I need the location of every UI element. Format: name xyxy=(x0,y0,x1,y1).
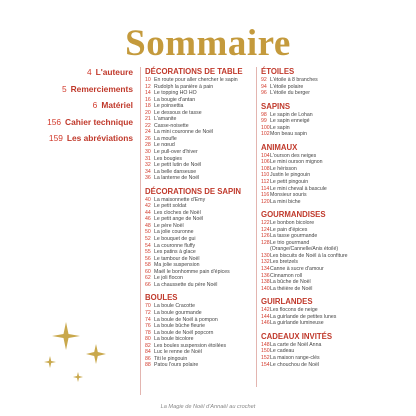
entry-title: Le tambour de Noël xyxy=(154,255,200,262)
toc-column-2 xyxy=(256,67,413,387)
entry-title: L'étoile polaire xyxy=(270,83,304,90)
page-number: 14 xyxy=(145,90,151,97)
entry-title: Luc le renne de Noël xyxy=(154,349,202,356)
page-number: 12 xyxy=(145,83,151,90)
page-number: 36 xyxy=(145,175,151,182)
page-number: 154 xyxy=(261,361,270,368)
page-number: 126 xyxy=(261,233,270,240)
page-number: 152 xyxy=(261,354,270,361)
entry-title: Maël le bonhomme pain d'épices xyxy=(154,268,230,275)
page-number: 98 xyxy=(261,111,267,118)
page-number: 22 xyxy=(145,122,151,129)
page-number: 34 xyxy=(145,168,151,175)
page-number: 24 xyxy=(145,129,151,136)
toc-entry[interactable] xyxy=(145,362,257,369)
page-number: 46 xyxy=(145,216,151,223)
entry-title: Les bougies xyxy=(154,155,182,162)
page-number: 55 xyxy=(145,249,151,256)
entry-title: La maison range-clés xyxy=(270,354,320,361)
entry-title: La tasse gourmande xyxy=(270,233,318,240)
page-number: 116 xyxy=(261,192,270,199)
entry-title: Le topping HO HO xyxy=(154,90,197,97)
entry-title: Titi le pingouin xyxy=(154,355,188,362)
page-number: 124 xyxy=(261,226,270,233)
entry-title: La bûche de Noël xyxy=(270,279,311,286)
left-index xyxy=(0,67,133,150)
page-number: 86 xyxy=(145,355,151,362)
section-heading: GOURMANDISES xyxy=(261,210,326,220)
section-heading: SAPINS xyxy=(261,101,291,111)
page-number: 102 xyxy=(261,131,270,138)
page-number: 146 xyxy=(261,320,270,327)
entry-title: La boule de Noël popcorn xyxy=(154,329,214,336)
entry-title: Les patins à glace xyxy=(154,249,196,256)
page-number: 50 xyxy=(145,229,151,236)
page-number: 60 xyxy=(145,268,151,275)
left-index-item[interactable] xyxy=(0,117,133,130)
entry-title: La mini biche xyxy=(270,198,301,205)
page-number: 156 xyxy=(47,116,62,127)
toc-entry[interactable] xyxy=(261,199,413,206)
entry-title: La jolie couronne xyxy=(154,229,194,236)
entry-title: En route pour aller chercher le sapin xyxy=(154,77,238,83)
section-label: L'auteure xyxy=(95,67,133,77)
page-number: 76 xyxy=(145,323,151,330)
page-number: 142 xyxy=(261,307,270,314)
left-index-item[interactable] xyxy=(0,84,133,97)
page-number: 78 xyxy=(145,329,151,336)
entry-title: Les flocons de neige xyxy=(270,307,318,314)
page-number: 40 xyxy=(145,196,151,203)
page-number: 88 xyxy=(145,362,151,369)
page-number: 104 xyxy=(261,152,270,159)
entry-title: La guirlande de petites lunes xyxy=(270,313,337,320)
page-number: 48 xyxy=(145,222,151,229)
page-number: 138 xyxy=(261,279,270,286)
gold-sparkle-stars-icon xyxy=(38,314,118,394)
page-number: 30 xyxy=(145,149,151,156)
page-number: 112 xyxy=(261,179,270,186)
entry-title: La maisonnette d'Emy xyxy=(154,196,206,203)
page-number: 128 xyxy=(261,239,270,246)
entry-title: Les boules suspension étoilées xyxy=(154,342,227,349)
page-number: 16 xyxy=(145,96,151,103)
page-number: 84 xyxy=(145,349,151,356)
section-heading: CADEAUX INVITÉS xyxy=(261,331,333,341)
entry-title: Rudolph la panière à pain xyxy=(154,83,214,90)
entry-title: (Orange/Cannelle/Anis étoilé) xyxy=(270,246,339,253)
entry-title: Le père Noël xyxy=(154,222,184,229)
entry-title: Le joli flocon xyxy=(154,275,183,282)
entry-title: La lanterne de Noël xyxy=(154,175,200,182)
entry-title: Ma jolie suspension xyxy=(154,262,200,269)
page-number: 150 xyxy=(261,348,270,355)
toc-entry[interactable] xyxy=(261,286,413,293)
entry-title: La guirlande lumineuse xyxy=(270,320,324,327)
page-number: 122 xyxy=(261,220,270,227)
entry-title: Le cadeau xyxy=(270,348,295,355)
page-number: 132 xyxy=(261,259,270,266)
toc-entry[interactable] xyxy=(145,175,257,182)
entry-title: Le mini ourson mignon xyxy=(270,159,323,166)
page-number: 10 xyxy=(145,77,151,83)
page-number: 94 xyxy=(261,83,267,90)
entry-title: Le petit ange de Noël xyxy=(154,216,204,223)
page-number: 114 xyxy=(261,185,270,192)
toc-entry[interactable] xyxy=(261,90,413,97)
page-number: 82 xyxy=(145,342,151,349)
entry-title: L'amanite xyxy=(154,116,177,123)
page-footer: La Magie de Noël d'Annaël au crochet xyxy=(160,404,256,410)
entry-title: Patou l'ours polaire xyxy=(154,362,199,369)
toc-entry[interactable] xyxy=(261,131,413,138)
page-number: 159 xyxy=(48,133,63,144)
page-number: 56 xyxy=(145,255,151,262)
section-heading: DÉCORATIONS DE SAPIN xyxy=(145,186,242,196)
page-number: 140 xyxy=(261,285,270,292)
page-number: 26 xyxy=(145,135,151,142)
entry-title: Le sapin de Lohan xyxy=(270,111,313,118)
entry-title: La mini couronne de Noël xyxy=(154,129,214,136)
entry-title: Le pain d'épices xyxy=(270,226,308,233)
section-heading: ÉTOILES xyxy=(261,67,295,76)
page-number: 99 xyxy=(261,118,267,125)
page-number: 18 xyxy=(145,103,151,110)
page-number: 80 xyxy=(145,336,151,343)
entry-title: Monsieur souris xyxy=(270,192,307,199)
entry-title: Le sapin xyxy=(270,124,290,131)
entry-title: Justin le pingouin xyxy=(270,172,311,179)
page-number: 72 xyxy=(145,309,151,316)
left-index-item[interactable] xyxy=(0,100,133,113)
entry-title: Les bretzels xyxy=(270,259,298,266)
entry-title: Le petit lutin de Noël xyxy=(154,162,202,169)
entry-title: Cinnamon roll xyxy=(270,272,303,279)
section-heading: GUIRLANDES xyxy=(261,297,313,307)
toc-entry[interactable] xyxy=(261,362,413,369)
entry-title: Le sapin enneigé xyxy=(270,118,310,125)
section-heading: ANIMAUX xyxy=(261,142,298,152)
entry-title: L'étoile du berger xyxy=(270,90,310,97)
entry-title: Le chouchou de Noël xyxy=(270,361,320,368)
entry-title: Le petit soldat xyxy=(154,203,187,210)
page-number: 66 xyxy=(145,281,151,288)
entry-title: La carte de Noël Anna xyxy=(270,341,322,348)
entry-title: Le pull-over d'hiver xyxy=(154,149,198,156)
entry-title: Casse-noisette xyxy=(154,122,189,129)
page-number: 20 xyxy=(145,109,151,116)
page-number: 130 xyxy=(261,252,270,259)
page-number: 58 xyxy=(145,262,151,269)
page-number: 110 xyxy=(261,172,270,179)
page-number: 28 xyxy=(145,142,151,149)
entry-title: Le poinsettia xyxy=(154,103,184,110)
section-label: Les abréviations xyxy=(66,133,133,144)
toc-column-1 xyxy=(140,67,257,395)
page-number: 31 xyxy=(145,155,151,162)
page-number: 144 xyxy=(261,313,270,320)
page-number: 44 xyxy=(145,209,151,216)
page-number: 52 xyxy=(145,236,151,243)
page-title: Sommaire xyxy=(125,23,291,64)
entry-title: La boule de Noël à pompon xyxy=(154,316,218,323)
page-number: 92 xyxy=(261,77,267,83)
page-number: 96 xyxy=(261,90,267,97)
entry-title: La moufle xyxy=(154,135,177,142)
page-number: 134 xyxy=(261,266,270,273)
section-label: Cahier technique xyxy=(65,116,133,127)
page-number: 32 xyxy=(145,162,151,169)
entry-title: La couronne fluffy xyxy=(154,242,196,249)
entry-title: Canne à sucre d'amour xyxy=(270,266,324,273)
page-number: 70 xyxy=(145,303,151,310)
entry-title: La boule bicolore xyxy=(154,336,194,343)
entry-title: La belle danseuse xyxy=(154,168,197,175)
entry-title: La théière de Noël xyxy=(270,285,313,292)
page-number: 21 xyxy=(145,116,151,123)
page-number: 6 xyxy=(92,100,98,111)
left-index-item[interactable] xyxy=(0,133,133,146)
entry-title: Le trio gourmand xyxy=(270,239,310,246)
entry-title: Le mini cheval à bascule xyxy=(270,185,327,192)
page-number: 54 xyxy=(145,242,151,249)
entry-title: La boule bûche fleurie xyxy=(154,323,206,330)
page-number: 100 xyxy=(261,124,270,131)
page-number: 62 xyxy=(145,275,151,282)
entry-title: Le bouquet de gui xyxy=(154,236,196,243)
page-number: 74 xyxy=(145,316,151,323)
entry-title: Les biscuits de Noël à la confiture xyxy=(270,252,348,259)
page-number: 136 xyxy=(261,272,270,279)
section-label: Remerciements xyxy=(70,83,133,94)
section-heading: DÉCORATIONS DE TABLE xyxy=(145,67,243,76)
left-index-item[interactable] xyxy=(0,67,133,80)
entry-title: La boule gourmande xyxy=(154,309,202,316)
page-number: 120 xyxy=(261,198,270,205)
section-label: Matériel xyxy=(101,100,133,111)
entry-title: Le dessous de tasse xyxy=(154,109,202,116)
section-heading: BOULES xyxy=(145,293,178,303)
page-number: 5 xyxy=(61,83,67,94)
entry-title: Le nœud xyxy=(154,142,175,149)
page-number: 42 xyxy=(145,203,151,210)
entry-title: Le hérisson xyxy=(270,165,297,172)
entry-title: La boule Cracotte xyxy=(154,303,195,310)
page-number: 108 xyxy=(261,165,270,172)
toc-entry[interactable] xyxy=(261,320,413,327)
entry-title: L'ourson des neiges xyxy=(270,152,317,159)
entry-title: L'étoile à 8 branches xyxy=(270,77,318,83)
entry-title: La chaussette du père Noël xyxy=(154,281,218,288)
toc-entry[interactable] xyxy=(145,282,257,289)
entry-title: Les cloches de Noël xyxy=(154,209,201,216)
entry-title: Le bonbon bicolore xyxy=(270,220,315,227)
entry-title: Mon beau sapin xyxy=(270,131,307,138)
page-number: 4 xyxy=(86,67,92,77)
page-number: 106 xyxy=(261,159,270,166)
page-number: 148 xyxy=(261,341,270,348)
entry-title: La bougie d'antan xyxy=(154,96,196,103)
entry-title: Le petit pingouin xyxy=(270,179,309,186)
